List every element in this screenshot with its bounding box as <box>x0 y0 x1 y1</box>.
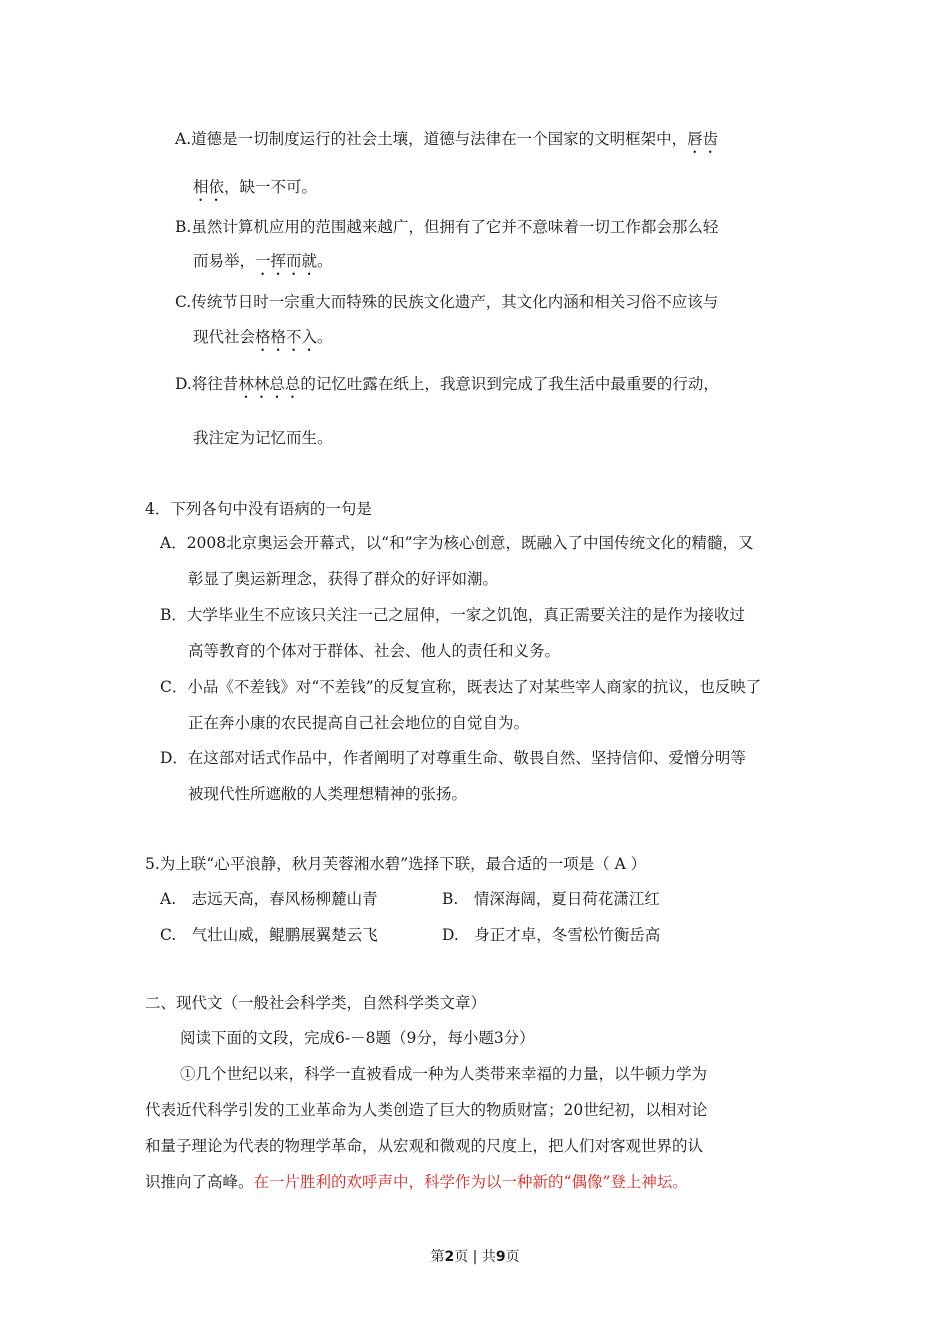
q4-option-a-line1: A．2008北京奥运会开幕式，以“和”字为核心创意，既融入了中国传统文化的精髓，又 <box>160 534 754 552</box>
q4-option-b-line2: 高等教育的个体对于群体、社会、他人的责任和义务。 <box>188 642 561 660</box>
q3-option-d-line1 <box>175 373 719 402</box>
footer-mid: 页 | 共 <box>454 1249 496 1265</box>
passage-line-4-text: 识推向了高峰。 <box>145 1173 254 1191</box>
q3-b-text: 而易举， <box>193 252 256 270</box>
q3-d-text-2: 的记忆吐露在纸上，我意识到完成了我生活中最重要的行动， <box>300 375 719 393</box>
q3-b-emphasis: 一挥而就 <box>255 252 318 270</box>
q4-option-b-line1: B．大学毕业生不应该只关注一己之屈伸，一家之饥饱，真正需要关注的是作为接收过 <box>160 606 745 624</box>
q4-stem: 4．下列各句中没有语病的一句是 <box>145 500 372 518</box>
q3-option-d-line2: 我注定为记忆而生。 <box>193 429 333 447</box>
passage-line-3: 和量子理论为代表的物理学革命，从宏观和微观的尺度上，把人们对客观世界的认 <box>145 1137 704 1155</box>
q3-option-c-line2 <box>193 326 333 355</box>
q5-option-a: A. 志远天高，春风杨柳麓山青 <box>160 890 378 908</box>
q3-option-c-line1: C.传统节日时一宗重大而特殊的民族文化遗产，其文化内涵和相关习俗不应该与 <box>175 293 719 311</box>
q3-a-text-2: ，缺一不可。 <box>224 178 318 196</box>
q3-c-text: 现代社会 <box>193 328 256 346</box>
passage-line-1: ①几个世纪以来，科学一直被看成一种为人类带来幸福的力量，以牛顿力学为 <box>180 1065 708 1083</box>
q4-option-c-line1: C．小品《不差钱》对“不差钱”的反复宣称，既表达了对某些宰人商家的抗议，也反映了 <box>160 678 762 696</box>
q3-c-emphasis: 格格不入 <box>255 328 318 346</box>
section2-heading: 二、现代文（一般社会科学类，自然科学类文章） <box>145 994 487 1012</box>
q5-option-c: C. 气壮山威，鲲鹏展翼楚云飞 <box>160 926 378 944</box>
q4-option-a-line2: 彰显了奥运新理念，获得了群众的好评如潮。 <box>188 570 499 588</box>
footer-pre: 第 <box>430 1249 445 1265</box>
passage-highlight-red: 在一片胜利的欢呼声中，科学作为以一种新的“偶像”登上神坛。 <box>253 1173 688 1191</box>
q4-option-c-line2: 正在奔小康的农民提高自己社会地位的自觉自为。 <box>188 714 530 732</box>
footer-page-number: 2 <box>444 1249 455 1265</box>
q3-a-emphasis-2: 相依 <box>193 178 225 196</box>
passage-line-2: 代表近代科学引发的工业革命为人类创造了巨大的物质财富；20世纪初，以相对论 <box>145 1101 708 1119</box>
q5-stem: 5.为上联“心平浪静，秋月芙蓉湘水碧”选择下联，最合适的一项是（ A ） <box>145 855 647 873</box>
q3-d-text: D.将往昔 <box>175 375 239 393</box>
q3-option-b-line1: B.虽然计算机应用的范围越来越广，但拥有了它并不意味着一切工作都会那么轻 <box>175 218 719 236</box>
page-footer <box>0 1246 950 1266</box>
q3-option-b-line2 <box>193 250 333 279</box>
footer-post: 页 <box>505 1249 520 1265</box>
q3-a-emphasis-1: 唇齿 <box>687 130 719 148</box>
q3-option-a-line2 <box>193 176 317 205</box>
section2-instruction: 阅读下面的文段，完成6-－8题（9分，每小题3分） <box>180 1029 535 1047</box>
q4-option-d-line2: 被现代性所遮敝的人类理想精神的张扬。 <box>188 785 468 803</box>
q3-a-text: A.道德是一切制度运行的社会土壤，道德与法律在一个国家的文明框架中， <box>175 130 688 148</box>
q5-option-b: B. 情深海阔，夏日荷花潇江红 <box>442 890 660 908</box>
passage-line-4 <box>145 1171 688 1193</box>
q3-b-text-2: 。 <box>317 252 333 270</box>
q4-option-d-line1: D．在这部对话式作品中，作者阐明了对尊重生命、敬畏自然、坚持信仰、爱憎分明等 <box>160 749 746 767</box>
q5-option-d: D. 身正才卓，冬雪松竹衡岳高 <box>442 926 661 944</box>
q3-d-emphasis: 林林总总 <box>238 375 301 393</box>
q3-option-a-line1 <box>175 128 718 157</box>
footer-total-pages: 9 <box>495 1249 506 1265</box>
q3-c-text-2: 。 <box>317 328 333 346</box>
